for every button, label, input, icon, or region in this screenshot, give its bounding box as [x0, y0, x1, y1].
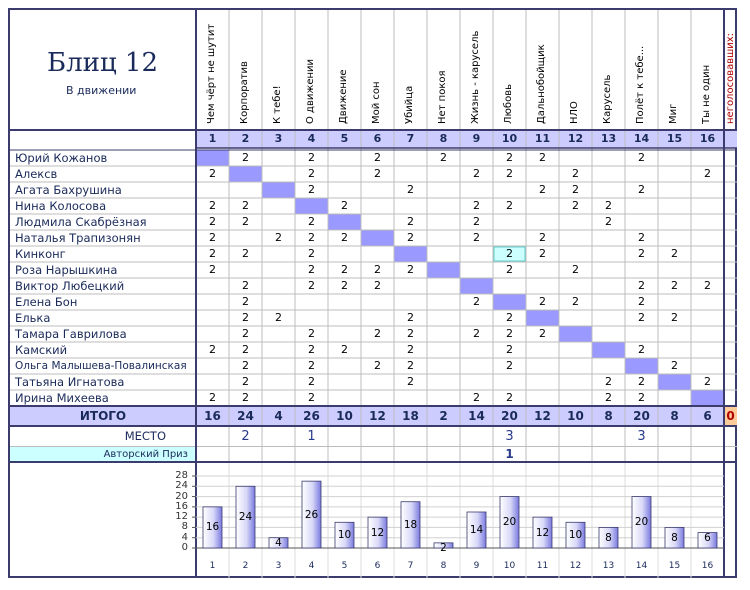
vote-cell: 2	[341, 263, 348, 276]
participant-name: Наталья Трапизонян	[15, 231, 141, 245]
x-tick-label: 5	[341, 561, 348, 571]
vote-cell: 2	[374, 327, 381, 340]
vote-cell: 2	[473, 199, 480, 212]
x-tick-label: 9	[473, 561, 480, 571]
vote-cell: 2	[506, 311, 513, 324]
vote-cell: 2	[374, 359, 381, 372]
self-vote-cell	[229, 166, 262, 182]
vote-cell: 2	[341, 343, 348, 356]
song-number: 5	[340, 132, 349, 145]
vote-cell: 2	[539, 247, 546, 260]
song-title-header: Жизнь - карусель	[470, 30, 481, 124]
vote-cell: 2	[242, 391, 249, 404]
vote-cell: 2	[341, 279, 348, 292]
song-number: 9	[472, 132, 481, 145]
vote-cell: 2	[308, 343, 315, 356]
vote-cell: 2	[209, 263, 216, 276]
vote-cell: 2	[473, 215, 480, 228]
participant-name: Татьяна Игнатова	[15, 375, 125, 389]
y-tick-label: 8	[181, 521, 188, 533]
self-vote-cell	[262, 182, 295, 198]
vote-cell: 2	[242, 343, 249, 356]
vote-cell: 2	[605, 215, 612, 228]
vote-cell: 2	[374, 167, 381, 180]
vote-cell: 2	[308, 375, 315, 388]
place-value: 2	[241, 429, 250, 444]
vote-cell: 2	[407, 183, 414, 196]
vote-cell: 2	[671, 311, 678, 324]
vote-cell: 2	[308, 359, 315, 372]
self-vote-cell	[691, 390, 724, 406]
vote-cell: 2	[605, 391, 612, 404]
vote-cell: 2	[506, 343, 513, 356]
bar-value-label: 6	[704, 531, 711, 544]
self-vote-cell	[493, 294, 526, 310]
x-tick-label: 16	[701, 561, 714, 571]
vote-cell: 2	[572, 295, 579, 308]
nonvoters-count: 0	[726, 409, 735, 423]
vote-cell: 2	[242, 311, 249, 324]
vote-cell: 2	[308, 391, 315, 404]
total-value: 12	[369, 409, 386, 423]
bar-value-label: 12	[370, 526, 385, 539]
vote-cell: 2	[539, 151, 546, 164]
vote-cell: 2	[704, 167, 711, 180]
total-value: 16	[204, 409, 221, 423]
song-title-header: Дальнобойщик	[536, 44, 547, 124]
total-value: 10	[336, 409, 353, 423]
place-value: 3	[637, 429, 646, 444]
vote-cell: 2	[506, 151, 513, 164]
place-label: МЕСТО	[124, 429, 166, 443]
vote-cell: 2	[638, 375, 645, 388]
song-title-header: Корпоратив	[239, 61, 250, 124]
x-tick-label: 4	[308, 561, 315, 571]
bar-value-label: 20	[634, 516, 649, 529]
place-value: 3	[505, 429, 514, 444]
vote-cell: 2	[374, 279, 381, 292]
x-tick-label: 12	[569, 561, 582, 571]
vote-cell: 2	[671, 247, 678, 260]
vote-cell: 2	[572, 167, 579, 180]
y-tick-label: 4	[181, 531, 188, 543]
vote-cell: 2	[308, 247, 315, 260]
vote-cell: 2	[209, 231, 216, 244]
total-value: 8	[670, 409, 679, 423]
vote-cell: 2	[407, 327, 414, 340]
self-vote-cell	[427, 262, 460, 278]
vote-cell: 2	[242, 295, 249, 308]
song-number: 4	[307, 132, 316, 145]
song-title-header: О движении	[305, 58, 316, 124]
page-subtitle: В движении	[66, 84, 137, 97]
participant-name: Юрий Кожанов	[15, 151, 108, 165]
song-title-header: Миг	[668, 103, 679, 124]
y-tick-label: 24	[175, 480, 188, 492]
x-tick-label: 6	[374, 561, 381, 571]
song-number: 16	[699, 132, 716, 145]
song-title-header: Полёт к тебе...	[635, 45, 646, 124]
vote-cell: 2	[506, 247, 513, 260]
vote-cell: 2	[242, 279, 249, 292]
vote-cell: 2	[572, 183, 579, 196]
vote-cell: 2	[242, 375, 249, 388]
vote-cell: 2	[308, 263, 315, 276]
vote-cell: 2	[308, 279, 315, 292]
x-tick-label: 2	[242, 561, 249, 571]
vote-cell: 2	[275, 231, 282, 244]
total-value: 4	[274, 409, 283, 423]
song-number: 1	[208, 132, 217, 145]
total-value: 10	[567, 409, 584, 423]
vote-cell: 2	[671, 279, 678, 292]
vote-cell: 2	[671, 359, 678, 372]
y-tick-label: 20	[175, 490, 188, 502]
self-vote-cell	[295, 198, 328, 214]
self-vote-cell	[658, 374, 691, 390]
vote-cell: 2	[308, 183, 315, 196]
vote-cell: 2	[473, 167, 480, 180]
song-number: 2	[241, 132, 250, 145]
participant-name: Виктор Любецкий	[15, 279, 125, 293]
vote-cell: 2	[638, 247, 645, 260]
bar-value-label: 16	[205, 521, 220, 534]
participant-name: Людмила Скабрёзная	[15, 215, 147, 229]
vote-cell: 2	[407, 263, 414, 276]
bar-value-label: 18	[403, 518, 418, 531]
bar-value-label: 4	[275, 536, 282, 549]
vote-cell: 2	[506, 327, 513, 340]
y-tick-label: 16	[175, 500, 188, 512]
vote-cell: 2	[407, 343, 414, 356]
x-tick-label: 10	[503, 561, 516, 571]
vote-cell: 2	[407, 311, 414, 324]
vote-cell: 2	[341, 199, 348, 212]
total-value: 26	[303, 409, 320, 423]
nonvoters-header: неголосовавших:	[725, 32, 736, 124]
vote-cell: 2	[209, 199, 216, 212]
vote-cell: 2	[407, 231, 414, 244]
self-vote-cell	[526, 310, 559, 326]
participant-name: Нина Колосова	[15, 199, 107, 213]
vote-cell: 2	[539, 327, 546, 340]
x-tick-label: 14	[635, 561, 648, 571]
bar-value-label: 2	[440, 541, 447, 554]
place-value: 1	[307, 429, 316, 444]
self-vote-cell	[196, 150, 229, 166]
vote-cell: 2	[506, 263, 513, 276]
vote-cell: 2	[572, 199, 579, 212]
self-vote-cell	[394, 246, 427, 262]
participant-name: Ирина Михеева	[15, 391, 109, 405]
bar-value-label: 12	[535, 526, 550, 539]
vote-cell: 2	[704, 375, 711, 388]
participant-name: Агата Бахрушина	[15, 183, 122, 197]
song-number: 13	[600, 132, 617, 145]
song-title-header: К тебе!	[272, 85, 283, 124]
vote-cell: 2	[209, 167, 216, 180]
vote-cell: 2	[539, 231, 546, 244]
bar-value-label: 8	[671, 531, 678, 544]
vote-cell: 2	[638, 279, 645, 292]
participant-name: Кинконг	[15, 247, 66, 261]
song-number: 10	[501, 132, 518, 145]
song-title-header: Ты не один	[701, 64, 712, 124]
total-value: 20	[633, 409, 650, 423]
self-vote-cell	[460, 278, 493, 294]
song-number: 14	[633, 132, 650, 145]
song-title-header: Любовь	[503, 83, 514, 124]
self-vote-cell	[361, 230, 394, 246]
self-vote-cell	[328, 214, 361, 230]
vote-cell: 2	[638, 343, 645, 356]
vote-cell: 2	[539, 183, 546, 196]
participant-name: Тамара Гаврилова	[15, 327, 127, 341]
vote-cell: 2	[506, 359, 513, 372]
participant-name: Роза Нарышкина	[15, 263, 118, 277]
participant-name: Ольга Малышева-Повалинская	[15, 360, 187, 372]
song-number: 11	[534, 132, 551, 145]
song-number: 6	[373, 132, 382, 145]
bar-value-label: 24	[238, 511, 253, 524]
song-title-header: Убийца	[404, 85, 415, 124]
song-number: 3	[274, 132, 283, 145]
song-number: 7	[406, 132, 415, 145]
bar-value-label: 26	[304, 508, 319, 521]
x-tick-label: 13	[602, 561, 615, 571]
song-title-header: НЛО	[569, 101, 580, 124]
participant-name: Алексв	[15, 167, 58, 181]
bar-value-label: 10	[568, 529, 583, 542]
vote-cell: 2	[407, 359, 414, 372]
vote-cell: 2	[209, 343, 216, 356]
x-tick-label: 1	[209, 561, 216, 571]
vote-cell: 2	[638, 311, 645, 324]
page-title: Блиц 12	[47, 48, 159, 78]
total-value: 2	[439, 409, 448, 423]
total-value: 8	[604, 409, 613, 423]
vote-cell: 2	[341, 231, 348, 244]
vote-cell: 2	[638, 231, 645, 244]
vote-cell: 2	[275, 311, 282, 324]
total-value: 24	[237, 409, 254, 423]
vote-cell: 2	[506, 167, 513, 180]
vote-cell: 2	[572, 263, 579, 276]
vote-cell: 2	[506, 391, 513, 404]
totals-label: ИТОГО	[79, 409, 127, 423]
vote-cell: 2	[473, 231, 480, 244]
x-tick-label: 15	[668, 561, 681, 571]
y-tick-label: 28	[175, 470, 188, 481]
results-table-frame	[8, 8, 737, 578]
participant-name: Елена Бон	[15, 295, 78, 309]
song-title-header: Движение	[338, 69, 349, 124]
vote-cell: 2	[407, 375, 414, 388]
total-value: 20	[501, 409, 518, 423]
self-vote-cell	[625, 358, 658, 374]
vote-cell: 2	[308, 167, 315, 180]
vote-cell: 2	[704, 279, 711, 292]
participant-name: Камский	[15, 343, 68, 357]
vote-cell: 2	[638, 391, 645, 404]
total-value: 18	[402, 409, 419, 423]
song-title-header: Мой сон	[371, 81, 382, 124]
self-vote-cell	[559, 326, 592, 342]
author-prize-label: Авторский Приз	[103, 449, 188, 460]
vote-cell: 2	[638, 183, 645, 196]
total-value: 12	[534, 409, 551, 423]
vote-cell: 2	[209, 247, 216, 260]
vote-cell: 2	[308, 231, 315, 244]
song-title-header: Нет покоя	[437, 70, 448, 124]
total-value: 6	[703, 409, 712, 423]
bar-value-label: 20	[502, 516, 517, 529]
song-number: 12	[567, 132, 584, 145]
vote-cell: 2	[374, 151, 381, 164]
vote-cell: 2	[308, 327, 315, 340]
x-tick-label: 11	[536, 561, 549, 571]
x-tick-label: 8	[440, 561, 447, 571]
vote-cell: 2	[209, 215, 216, 228]
x-tick-label: 7	[407, 561, 414, 571]
bar-value-label: 8	[605, 531, 612, 544]
x-tick-label: 3	[275, 561, 282, 571]
vote-cell: 2	[242, 359, 249, 372]
participant-name: Елька	[15, 311, 51, 325]
vote-cell: 2	[242, 151, 249, 164]
vote-cell: 2	[242, 215, 249, 228]
vote-cell: 2	[539, 295, 546, 308]
y-tick-label: 0	[181, 542, 188, 553]
vote-cell: 2	[440, 151, 447, 164]
song-title-header: Чем чёрт не шутит	[206, 23, 217, 124]
vote-cell: 2	[506, 199, 513, 212]
bar-value-label: 14	[469, 524, 484, 536]
bar-value-label: 10	[337, 529, 352, 542]
vote-cell: 2	[473, 295, 480, 308]
vote-cell: 2	[209, 391, 216, 404]
vote-cell: 2	[638, 151, 645, 164]
y-tick-label: 12	[175, 511, 188, 523]
vote-cell: 2	[308, 215, 315, 228]
vote-cell: 2	[242, 247, 249, 260]
vote-cell: 2	[473, 391, 480, 404]
self-vote-cell	[592, 342, 625, 358]
vote-cell: 2	[242, 199, 249, 212]
vote-cell: 2	[374, 263, 381, 276]
vote-cell: 2	[473, 327, 480, 340]
song-number: 15	[666, 132, 683, 145]
author-prize-value: 1	[505, 447, 514, 461]
song-number: 8	[439, 132, 448, 145]
total-value: 14	[468, 409, 485, 423]
song-title-header: Карусель	[602, 74, 613, 124]
vote-cell: 2	[605, 375, 612, 388]
vote-cell: 2	[242, 327, 249, 340]
vote-cell: 2	[308, 151, 315, 164]
vote-cell: 2	[638, 295, 645, 308]
vote-cell: 2	[605, 199, 612, 212]
vote-cell: 2	[407, 215, 414, 228]
